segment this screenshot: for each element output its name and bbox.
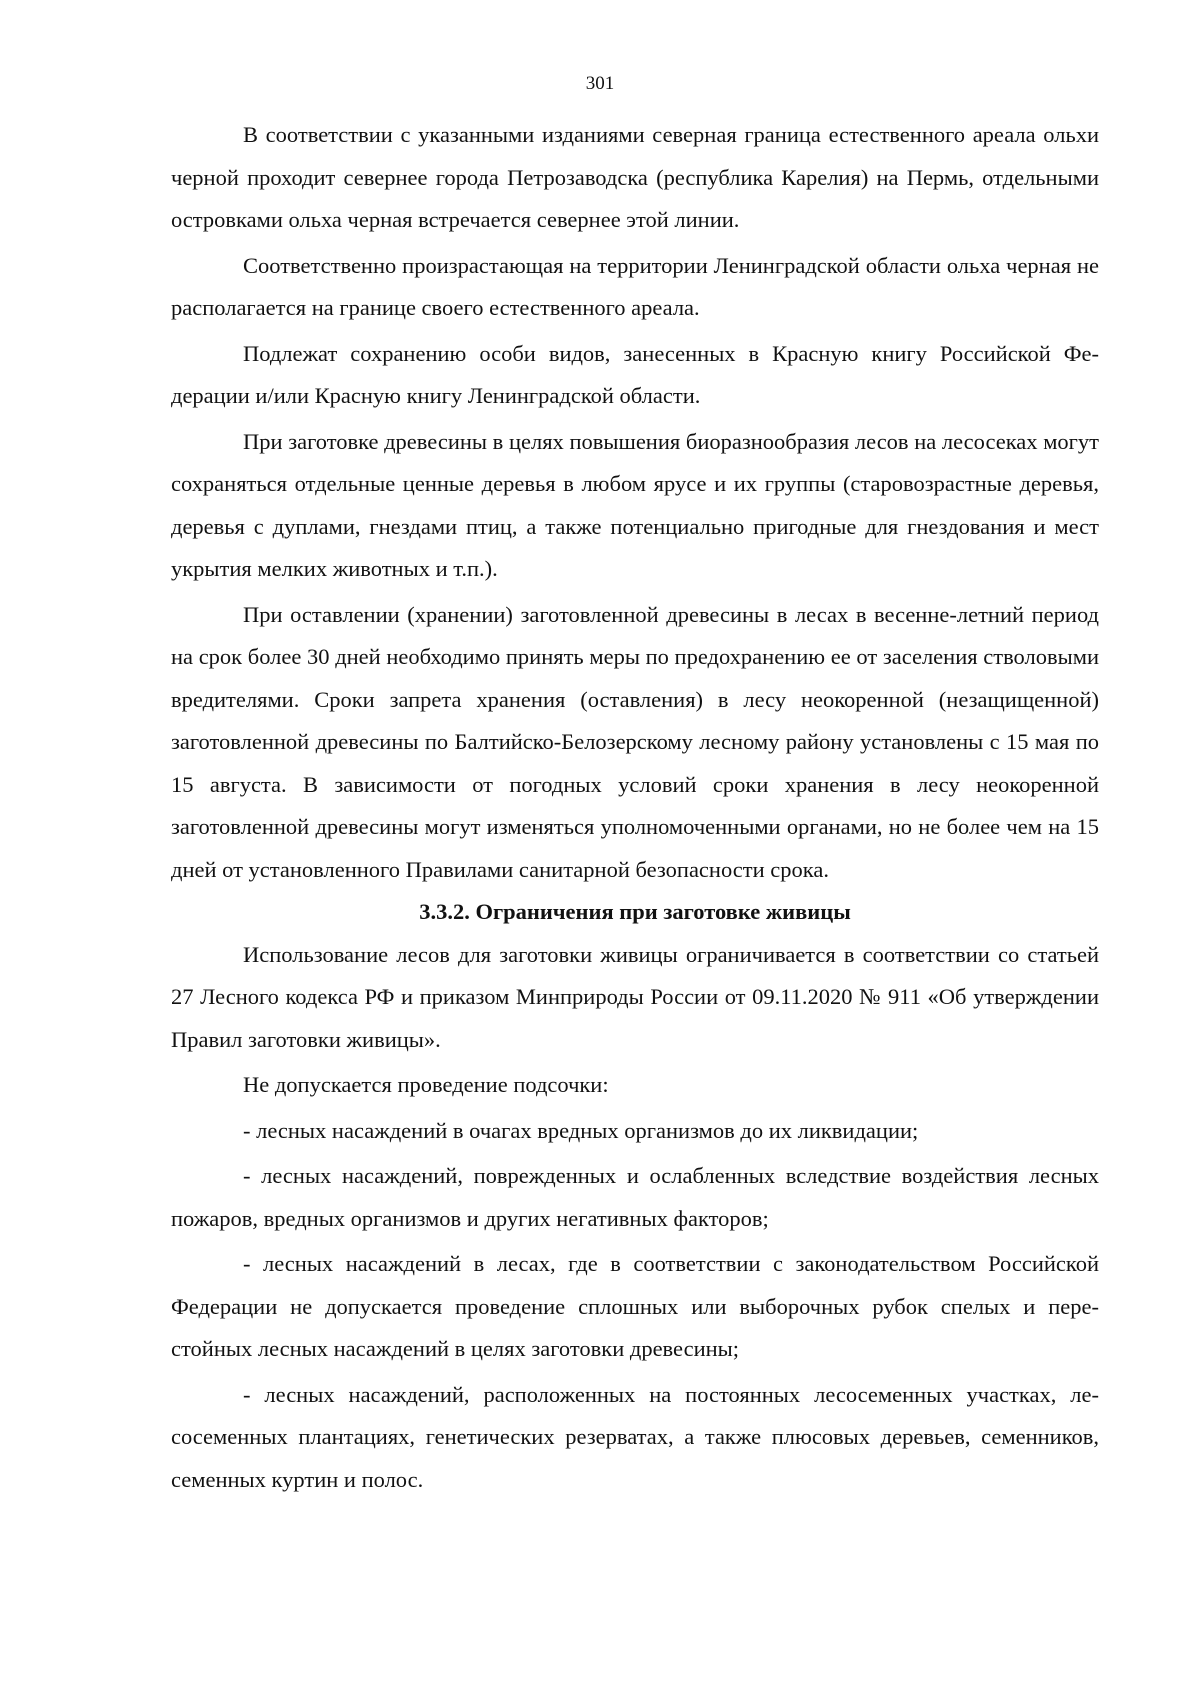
- paragraph-timber-storage: При оставлении (хранении) заготовленной древесины в лесах в весенне-летний период на срок более 30 дней необходимо принять меры по предохранению ее от заселения стволовыми вредителями. Сроки запрета хранения (оставления) в лесу неокоренной (незащищенной) заготовленной древесины по Балтийско-Белозерскому лесному району установлены с 15 мая по 15 августа. В зависимости от погодных условий сроки хранения в лесу неокоренной заготовленной древесины могут изменяться уполномоченными органами, но не более чем на 15 дней от установленного Правилами санитарной безопасности срока.: [171, 601, 1099, 882]
- list-item-restricted-forests: - лесных насаждений в лесах, где в соответствии с законодательством Российской Федерации не допускается проведение сплошных или выборочных рубок спелых и перестойных лесных насаждений в целях заготовки древесины;: [171, 1251, 1099, 1361]
- paragraph-tapping-not-allowed: Не допускается проведение подсочки:: [243, 1072, 609, 1097]
- paragraph-resin-harvesting: Использование лесов для заготовки живицы ограничивается в соответствии со статьей 27 Лесного кодекса РФ и приказом Минприроды России от 09.11.2020 № 911 «Об утверждении Правил заготовки живицы».: [171, 941, 1099, 1052]
- list-item-pest-foci: - лесных насаждений в очагах вредных организмов до их ликвидации;: [243, 1117, 919, 1143]
- page-number: 301: [585, 73, 615, 94]
- paragraph-red-book: Подлежат сохранению особи видов, занесенных в Красную книгу Российской Федерации и/или Красную книгу Ленинградской области.: [171, 340, 1099, 408]
- section-heading: 3.3.2. Ограничения при заготовке живицы: [419, 899, 851, 924]
- paragraph-biodiversity: При заготовке древесины в целях повышения биоразнообразия лесов на лесосеках могут сохраняться отдельные ценные деревья в любом ярусе и их группы (старовозрастные деревья, деревья с дуплами, гнездами птиц, а также потенциально пригодные для гнездования и мест укрытия мелких животных и т.п.).: [171, 428, 1099, 581]
- paragraph-leningrad-alder: Соответственно произрастающая на территории Ленинградской области ольха черная не располагается на границе своего естественного ареала.: [171, 252, 1099, 320]
- list-item-damaged-stands: - лесных насаждений, поврежденных и ослабленных вследствие воздействия лесных пожаров, вредных организмов и других негативных факторов;: [171, 1163, 1099, 1231]
- page-body: [171, 114, 1099, 1501]
- paragraph-northern-boundary: В соответствии с указанными изданиями северная граница естественного ареала ольхи черной проходит севернее города Петрозаводска (республика Карелия) на Пермь, отдельными островками ольха черная встречается севернее этой линии.: [171, 122, 1099, 232]
- list-item-seed-plots: - лесных насаждений, расположенных на постоянных лесосеменных участках, лесосеменных плантациях, генетических резерватах, а также плюсовых деревьев, семенников, семенных куртин и полос.: [171, 1381, 1099, 1492]
